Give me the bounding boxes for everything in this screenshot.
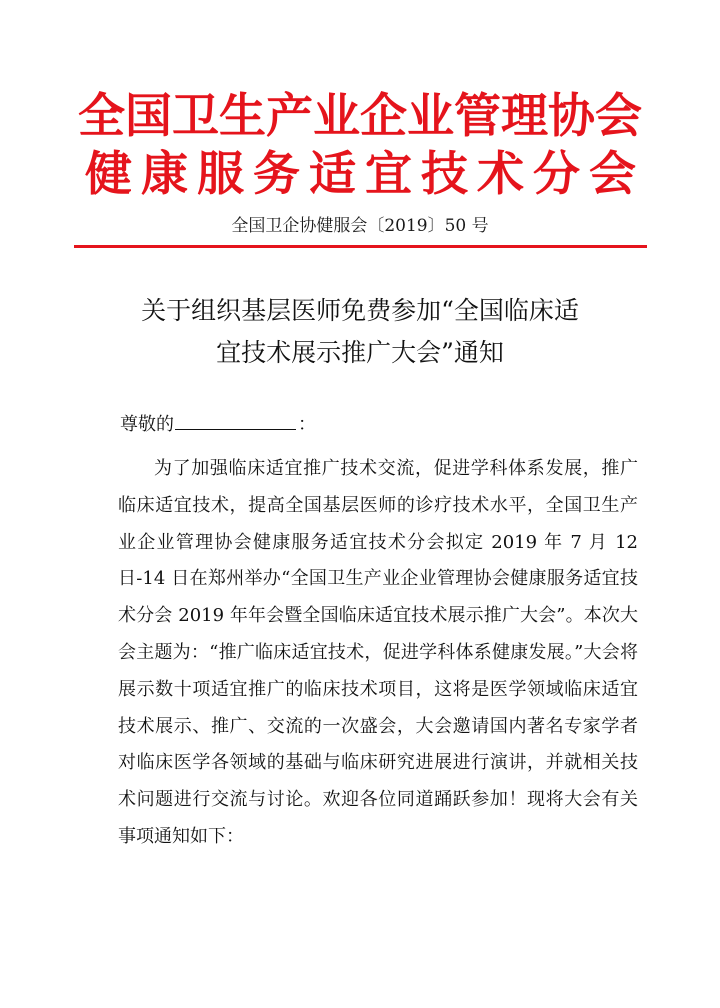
- salutation-suffix: ：: [298, 414, 316, 435]
- salutation-prefix: 尊敬的: [120, 414, 174, 435]
- notice-title-line-1: 关于组织基层医师免费参加“全国临床适: [141, 296, 579, 325]
- notice-title-line-2: 宜技术展示推广大会”通知: [216, 338, 504, 367]
- recipient-blank-line: [175, 411, 296, 430]
- document-number: 全国卫企协健服会〔2019〕50 号: [231, 216, 489, 236]
- org-name-line-1: 全国卫生产业企业管理协会: [78, 89, 642, 144]
- red-divider-line: [74, 245, 647, 248]
- org-name-line-2: 健康服务适宜技术分会: [85, 147, 645, 202]
- salutation: [120, 411, 316, 437]
- body-paragraph: 为了加强临床适宜推广技术交流，促进学科体系发展，推广临床适宜技术，提高全国基层医师的诊疗技术水平，全国卫生产业企业管理协会健康服务适宜技术分会拟定 2019 年 7 月 12 日-14 日在郑州举办“全国卫生产业企业管理协会健康服务适宜技术分会 2019 年年会暨全国临床适宜技术展示推广大会”。本次大会主题为：“推广临床适宜技术，促进学科体系健康发展。”大会将展示数十项适宜推广的临床技术项目，这将是医学领域临床适宜技术展示、推广、交流的一次盛会，大会邀请国内著名专家学者对临床医学各领域的基础与临床研究进展进行演讲，并就相关技术问题进行交流与讨论。欢迎各位同道踊跃参加！现将大会有关事项通知如下：: [118, 458, 638, 847]
